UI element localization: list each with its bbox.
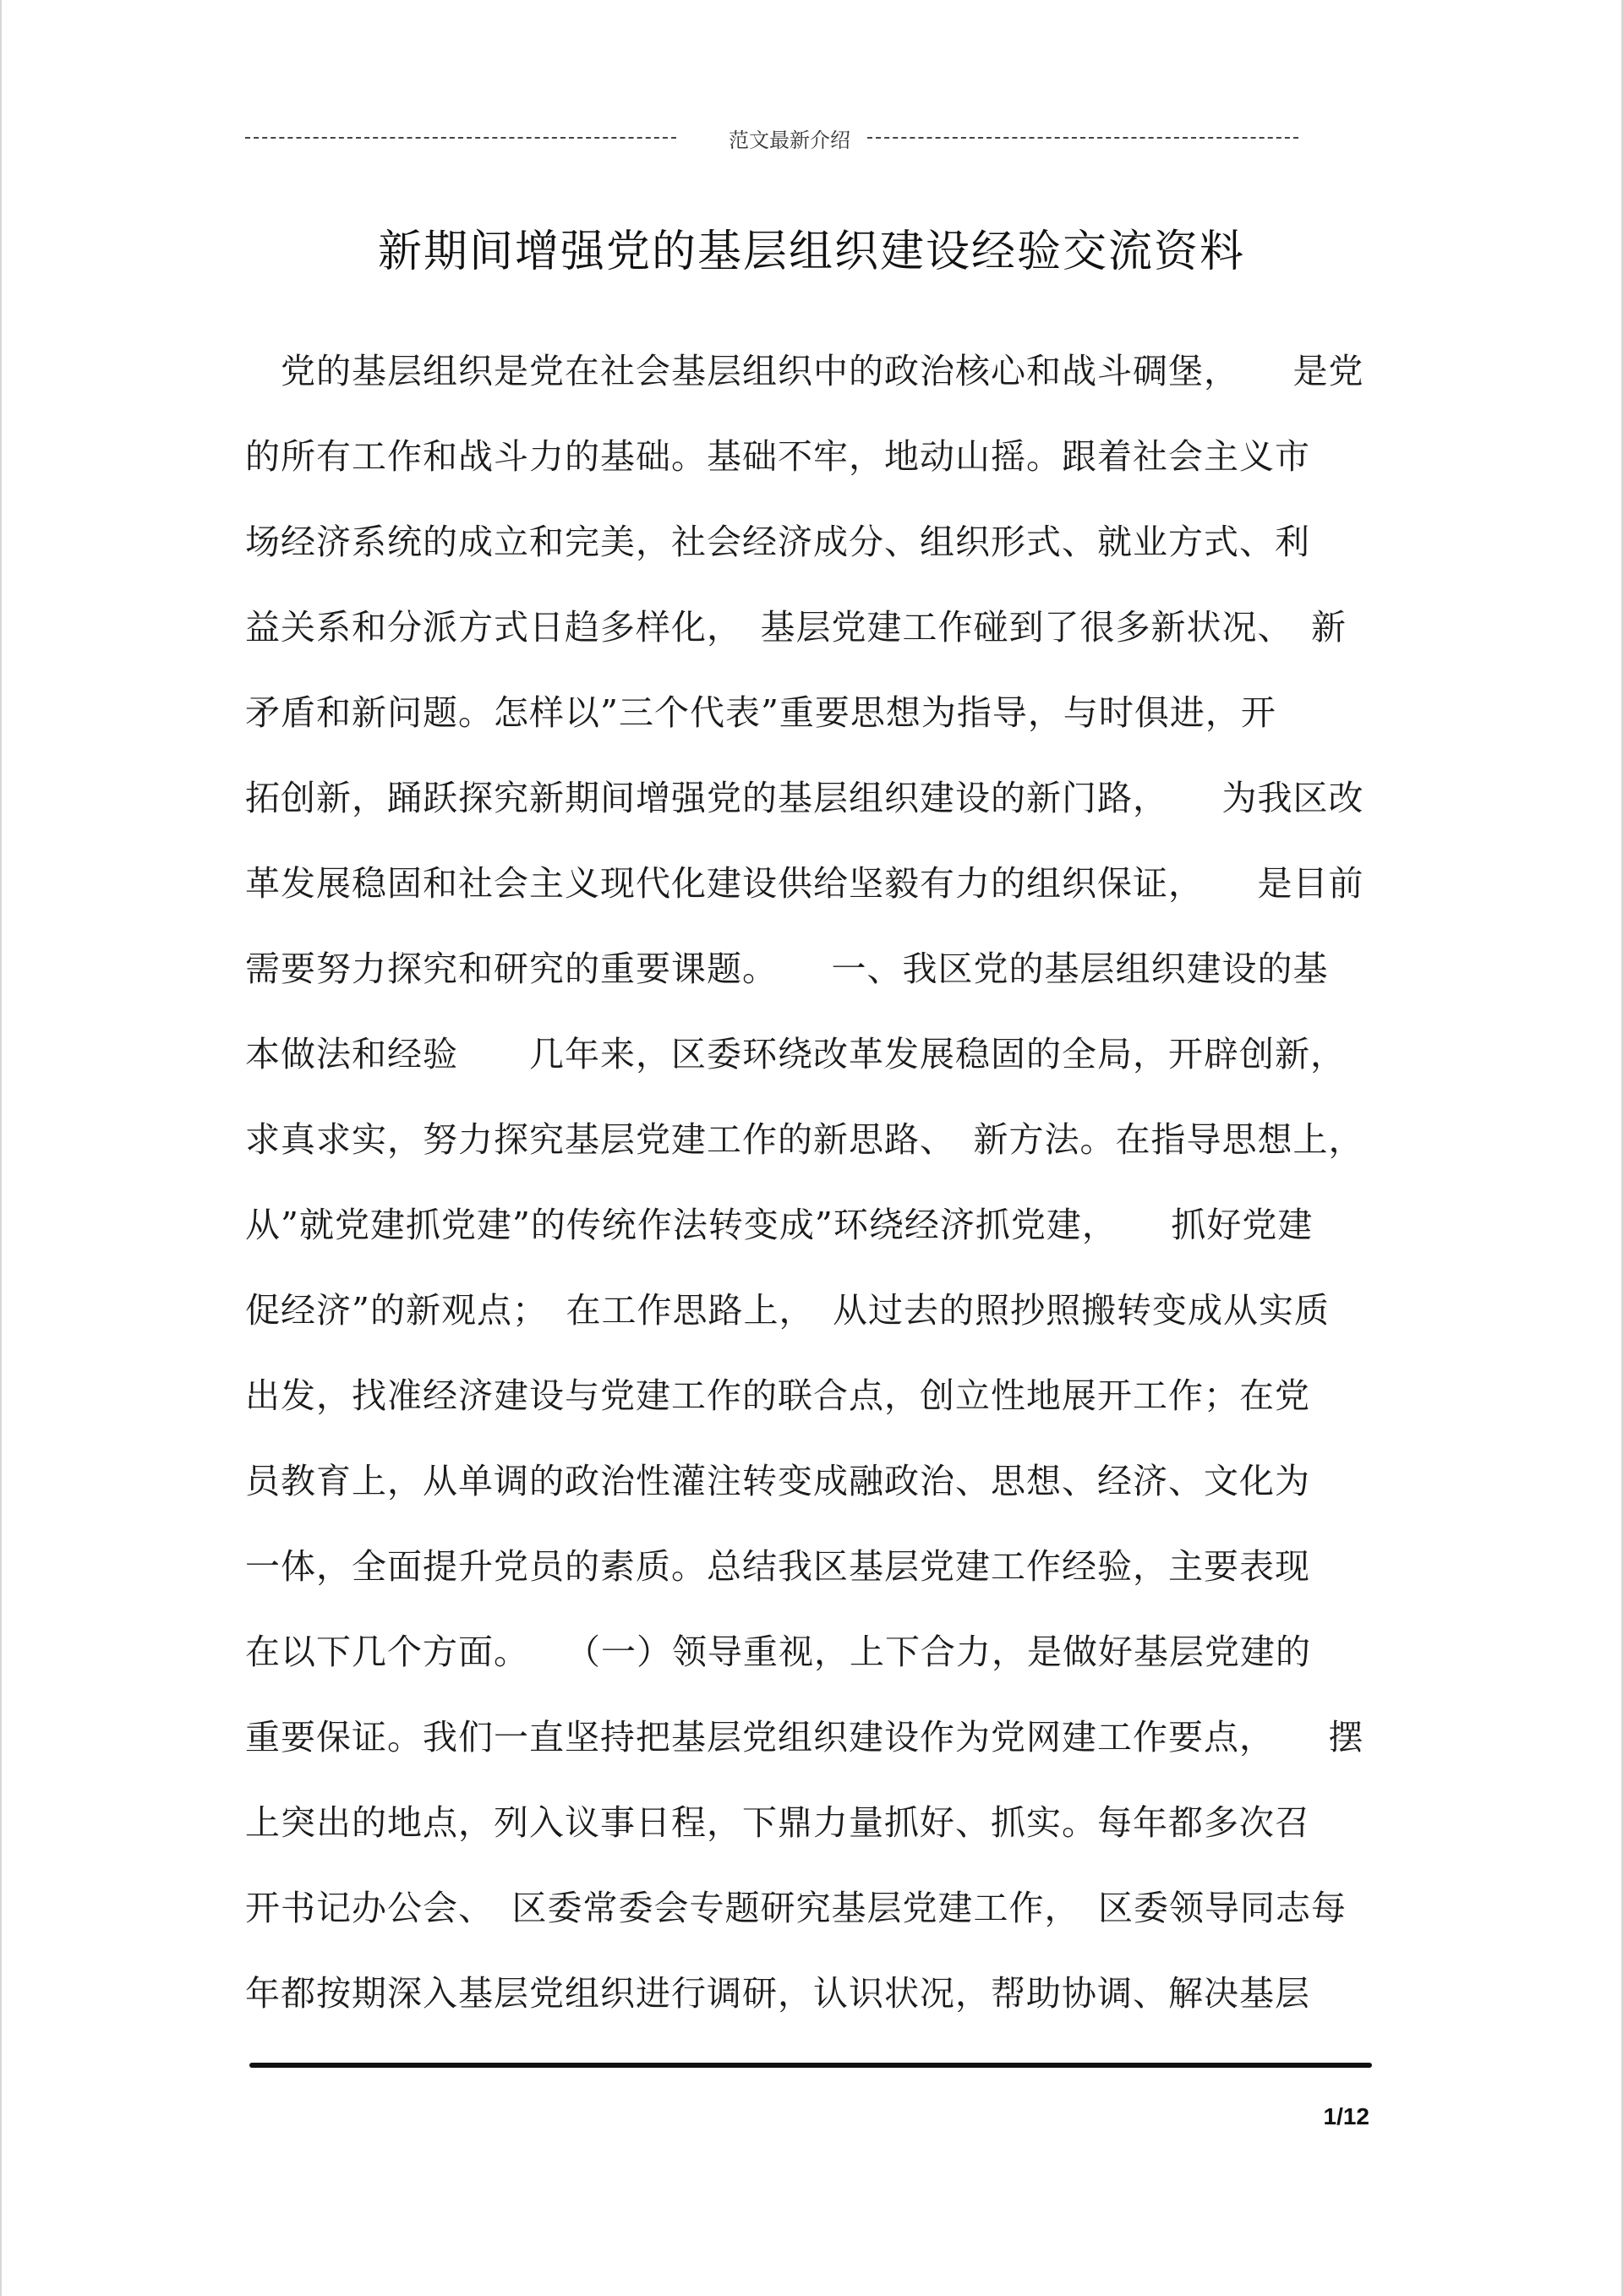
- header-text: 范文最新介绍: [729, 128, 850, 152]
- body-line: 一体，全面提升党员的素质。总结我区基层党建工作经验，主要表现: [245, 1546, 1310, 1587]
- page-edge-left: [0, 0, 2, 2296]
- body-line: 从”就党建抓党建”的传统作法转变成”环绕经济抓党建， 抓好党建: [245, 1205, 1314, 1245]
- body-line: 开书记办公会、 区委常委会专题研究基层党建工作， 区委领导同志每: [245, 1888, 1347, 1928]
- body-line: 党的基层组织是党在社会基层组织中的政治核心和战斗碉堡， 是党: [245, 351, 1364, 391]
- body-text: [245, 342, 1378, 2050]
- body-line: 员教育上，从单调的政治性灌注转变成融政治、思想、经济、文化为: [245, 1461, 1310, 1501]
- body-line: 需要努力探究和研究的重要课题。 一、我区党的基层组织建设的基: [245, 948, 1329, 989]
- body-line: 的所有工作和战斗力的基础。基础不牢，地动山摇。跟着社会主义市: [245, 436, 1310, 477]
- body-line: 在以下几个方面。 （一）领导重视，上下合力，是做好基层党建的: [245, 1632, 1311, 1672]
- page-number: 1/12: [1323, 2103, 1369, 2129]
- footer-rule: [249, 2063, 1372, 2068]
- body-line: 求真求实，努力探究基层党建工作的新思路、 新方法。在指导思想上，: [245, 1119, 1364, 1160]
- document-title: 新期间增强党的基层组织建设经验交流资料: [377, 227, 1245, 277]
- body-line: 促经济”的新观点； 在工作思路上， 从过去的照抄照搬转变成从实质: [245, 1290, 1330, 1331]
- body-line: 场经济系统的成立和完美，社会经济成分、组织形式、就业方式、利: [245, 522, 1310, 562]
- body-line: 拓创新，踊跃探究新期间增强党的基层组织建设的新门路， 为我区改: [245, 778, 1364, 818]
- body-line: 重要保证。我们一直坚持把基层党组织建设作为党网建工作要点， 摆: [245, 1717, 1364, 1758]
- header-dashed-rule-right: [867, 137, 1298, 139]
- body-line: 出发，找准经济建设与党建工作的联合点，创立性地展开工作；在党: [245, 1375, 1310, 1416]
- page-header: [245, 121, 1298, 155]
- body-line: 矛盾和新问题。怎样以”三个代表”重要思想为指导，与时俱进，开: [245, 692, 1276, 733]
- body-line: 益关系和分派方式日趋多样化， 基层党建工作碰到了很多新状况、 新: [245, 607, 1347, 648]
- body-line: 本做法和经验 几年来，区委环绕改革发展稳固的全局，开辟创新，: [245, 1034, 1346, 1074]
- header-dashed-rule-left: [245, 137, 676, 139]
- body-line: 年都按期深入基层党组织进行调研，认识状况，帮助协调、解决基层: [245, 1973, 1310, 2014]
- body-line: 上突出的地点，列入议事日程，下鼎力量抓好、抓实。每年都多次召: [245, 1802, 1310, 1843]
- body-line: 革发展稳固和社会主义现代化建设供给坚毅有力的组织保证， 是目前: [245, 863, 1364, 904]
